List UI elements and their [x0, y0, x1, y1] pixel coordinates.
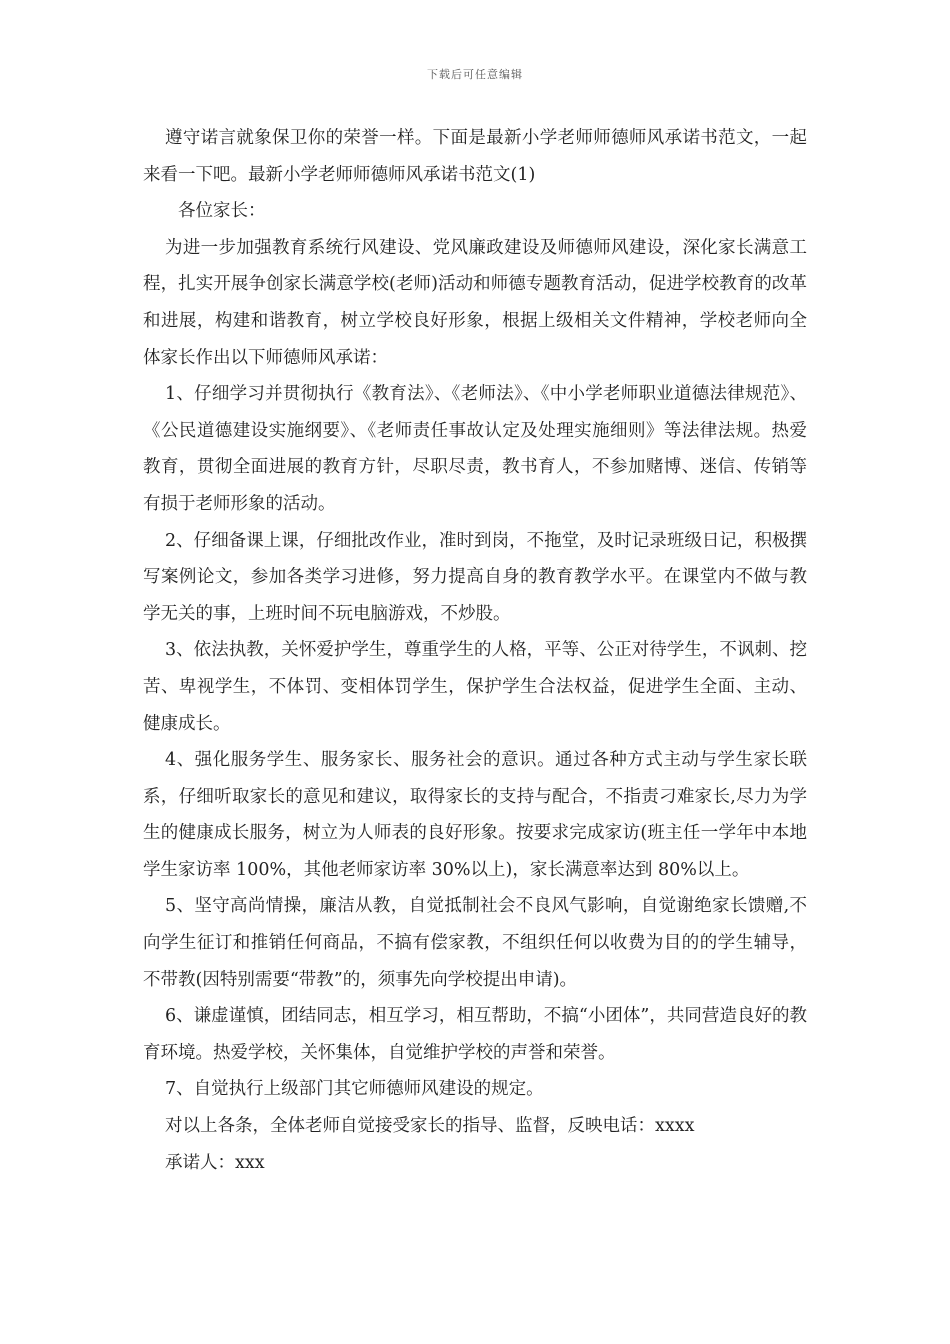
document-body [143, 120, 807, 1181]
preamble-paragraph: 为进一步加强教育系统行风建设、党风廉政建设及师德师风建设，深化家长满意工程，扎实开展争创家长满意学校(老师)活动和师德专题教育活动，促进学校教育的改革和进展，构建和谐教育，树立学校良好形象，根据上级相关文件精神，学校老师向全体家长作出以下师德师风承诺： [143, 237, 807, 368]
supervision-note: 对以上各条，全体老师自觉接受家长的指导、监督，反映电话：xxxx [165, 1116, 695, 1137]
pledge-item-7: 7、自觉执行上级部门其它师德师风建设的规定。 [165, 1079, 544, 1100]
pledge-item-1: 1、仔细学习并贯彻执行《教育法》、《老师法》、《中小学老师职业道德法律规范》、《公民道德建设实施纲要》、《老师责任事故认定及处理实施细则》等法律法规。热爱教育，贯彻全面进展的教育方针，尽职尽责，教书育人，不参加赌博、迷信、传销等有损于老师形象的活动。 [143, 384, 807, 514]
pledge-item-4: 4、强化服务学生、服务家长、服务社会的意识。通过各种方式主动与学生家长联系，仔细听取家长的意见和建议，取得家长的支持与配合，不指责刁难家长,尽力为学生的健康成长服务，树立为人师表的良好形象。按要求完成家访(班主任一学年中本地学生家访率 100%，其他老师家访率 30%以上)，家长满意率达到 80%以上。 [143, 750, 807, 880]
intro-paragraph: 遵守诺言就象保卫你的荣誉一样。下面是最新小学老师师德师风承诺书范文，一起来看一下吧。最新小学老师师德师风承诺书范文(1) [143, 128, 807, 185]
salutation: 各位家长： [178, 201, 266, 222]
pledge-item-5: 5、坚守高尚情操，廉洁从教，自觉抵制社会不良风气影响，自觉谢绝家长馈赠,不向学生征订和推销任何商品，不搞有偿家教，不组织任何以收费为目的的学生辅导，不带教(因特别需要“带教”的，须事先向学校提出申请)。 [143, 896, 807, 990]
signatory-line: 承诺人：xxx [165, 1152, 265, 1173]
pledge-item-6: 6、谦虚谨慎，团结同志，相互学习，相互帮助，不搞“小团体”，共同营造良好的教育环境。热爱学校，关怀集体，自觉维护学校的声誉和荣誉。 [143, 1006, 807, 1063]
pledge-item-3: 3、依法执教，关怀爱护学生，尊重学生的人格，平等、公正对待学生，不讽刺、挖苦、卑视学生，不体罚、变相体罚学生，保护学生合法权益，促进学生全面、主动、健康成长。 [143, 640, 807, 734]
pledge-item-2: 2、仔细备课上课，仔细批改作业，准时到岗，不拖堂，及时记录班级日记，积极撰写案例论文，参加各类学习进修，努力提高自身的教育教学水平。在课堂内不做与教学无关的事，上班时间不玩电脑游戏，不炒股。 [143, 530, 807, 624]
page-header: 下载后可任意编辑 [427, 68, 523, 81]
